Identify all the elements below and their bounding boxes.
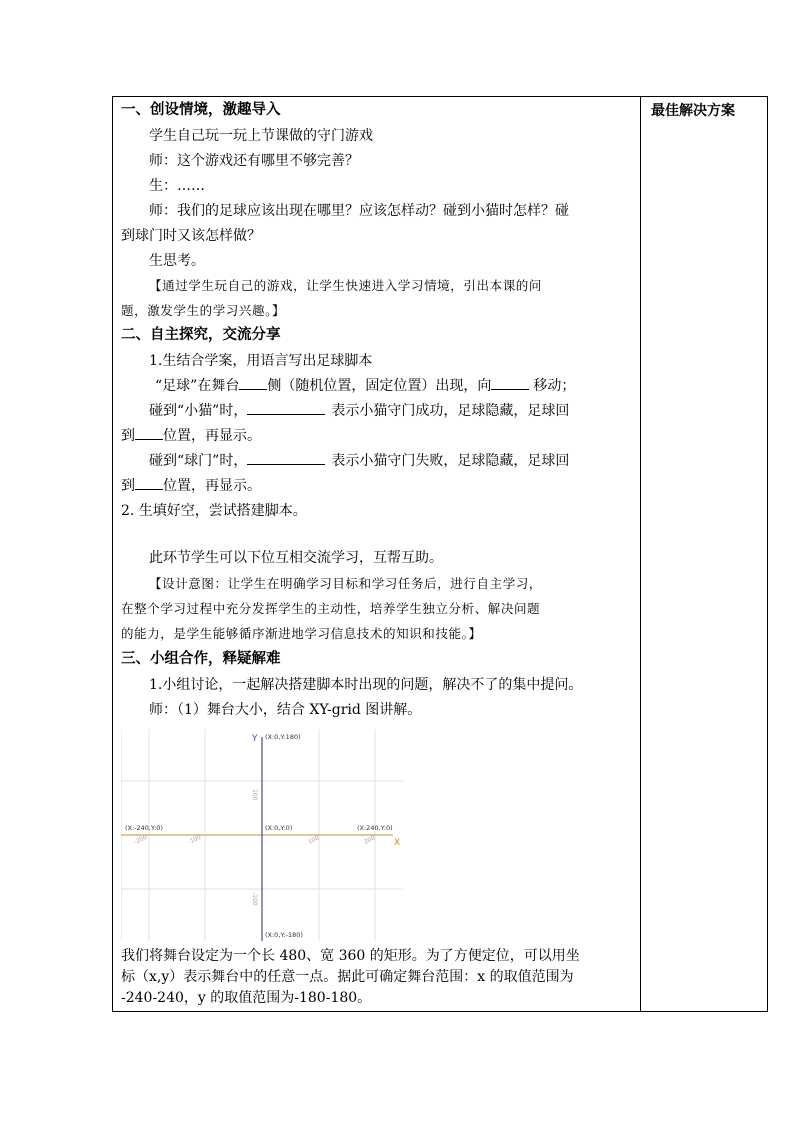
sec2-p2 xyxy=(155,377,575,395)
y-axis-label: Y xyxy=(252,734,258,744)
sec2-p4c xyxy=(121,477,261,495)
sec3-p3c: -240-240，y 的取值范围为-180-180。 xyxy=(121,990,372,1006)
sec2-p2-text-c: 移动； xyxy=(533,378,576,394)
sec3-p2: 师：（1）舞台大小，结合 XY-grid 图讲解。 xyxy=(149,702,422,718)
sec2-p3-text-b: 表示小猫守门成功，足球隐藏，足球回 xyxy=(331,403,570,419)
sec2-p3c-text-a: 到 xyxy=(121,428,135,444)
sec3-p3b: 标（x,y）表示舞台中的任意一点。据此可确定舞台范围：x 的取值范围为 xyxy=(121,969,574,985)
sec2-p3c-text-b: 位置，再显示。 xyxy=(163,428,261,444)
section3-heading: 三、小组合作，释疑解难 xyxy=(121,651,281,667)
label-right: (X:240,Y:0) xyxy=(357,824,393,832)
sec2-note-c: 的能力，是学生能够循序渐进地学习信息技术的知识和技能。】 xyxy=(121,626,482,641)
sec1-p1: 学生自己玩一玩上节课做的守门游戏 xyxy=(149,128,373,144)
sec1-note-a: 【通过学生玩自己的游戏，让学生快速进入学习情境，引出本课的问 xyxy=(149,278,543,293)
blank-position-1 xyxy=(135,427,163,440)
sec2-p4c-text-b: 位置，再显示。 xyxy=(163,478,261,494)
tick-x-200: 200 xyxy=(362,834,377,846)
tick-y-minus-100: -100 xyxy=(251,892,258,906)
sec2-p1: 1.生结合学案，用语言写出足球脚本 xyxy=(149,353,373,369)
sec2-note-b: 在整个学习过程中充分发挥学生的主动性，培养学生独立分析、解决问题 xyxy=(121,601,541,616)
x-axis-label: X xyxy=(394,838,401,848)
sec1-p4a: 师：我们的足球应该出现在哪里？应该怎样动？碰到小猫时怎样？碰 xyxy=(149,203,569,219)
blank-direction xyxy=(491,377,529,390)
xy-grid-svg xyxy=(121,729,403,941)
blank-position-2 xyxy=(135,477,163,490)
sec2-p5: 2. 生填好空，尝试搭建脚本。 xyxy=(121,503,307,519)
section2-heading: 二、自主探究，交流分享 xyxy=(121,327,281,343)
sec2-p4c-text-a: 到 xyxy=(121,478,135,494)
sec2-p2-text-a: “足球”在舞台 xyxy=(155,378,240,394)
sec2-p3c xyxy=(121,427,261,445)
sec1-note-b: 题，激发学生的学习兴趣。】 xyxy=(121,303,286,318)
sec3-p1: 1.小组讨论，一起解决搭建脚本时出现的问题，解决不了的集中提问。 xyxy=(149,677,583,693)
tick-y-100: 100 xyxy=(251,789,258,801)
blank-side xyxy=(239,377,267,390)
label-origin: (X:0,Y:0) xyxy=(265,824,293,832)
xy-grid-figure xyxy=(121,729,403,941)
sec2-p4 xyxy=(149,452,569,470)
sec1-p3: 生：…… xyxy=(149,178,205,194)
sec2-p6: 此环节学生可以下位互相交流学习，互帮互助。 xyxy=(149,550,443,566)
sec1-p2: 师：这个游戏还有哪里不够完善？ xyxy=(149,153,359,169)
sec2-note-a: 【设计意图：让学生在明确学习目标和学习任务后，进行自主学习， xyxy=(149,576,543,591)
sec1-p4b: 到球门时又该怎样做？ xyxy=(121,228,261,244)
sec2-p4-text-a: 碰到“球门”时， xyxy=(149,453,248,469)
blank-goal-action xyxy=(247,452,325,465)
sec2-p2-text-b: 侧（随机位置，固定位置）出现，向 xyxy=(267,378,492,394)
lesson-table xyxy=(112,96,768,1012)
label-left: (X:-240,Y:0) xyxy=(125,824,163,832)
right-column-title: 最佳解决方案 xyxy=(651,103,735,119)
sec2-p3-text-a: 碰到“小猫”时， xyxy=(149,403,248,419)
sec1-p5: 生思考。 xyxy=(149,253,205,269)
tick-x-minus-200: -200 xyxy=(132,833,149,846)
tick-x-100: 100 xyxy=(306,834,321,846)
column-divider xyxy=(640,97,641,1011)
sec3-p3a: 我们将舞台设定为一个长 480、宽 360 的矩形。为了方便定位，可以用坐 xyxy=(121,948,580,964)
sec2-p4-text-b: 表示小猫守门失败，足球隐藏，足球回 xyxy=(331,453,570,469)
label-bottom: (X:0,Y:-180) xyxy=(265,931,303,939)
label-top: (X:0,Y:180) xyxy=(265,733,301,741)
blank-cat-action xyxy=(247,402,325,415)
tick-x-minus-100: -100 xyxy=(186,833,203,846)
section1-heading: 一、创设情境，激趣导入 xyxy=(121,102,281,118)
sec2-p3 xyxy=(149,402,569,420)
